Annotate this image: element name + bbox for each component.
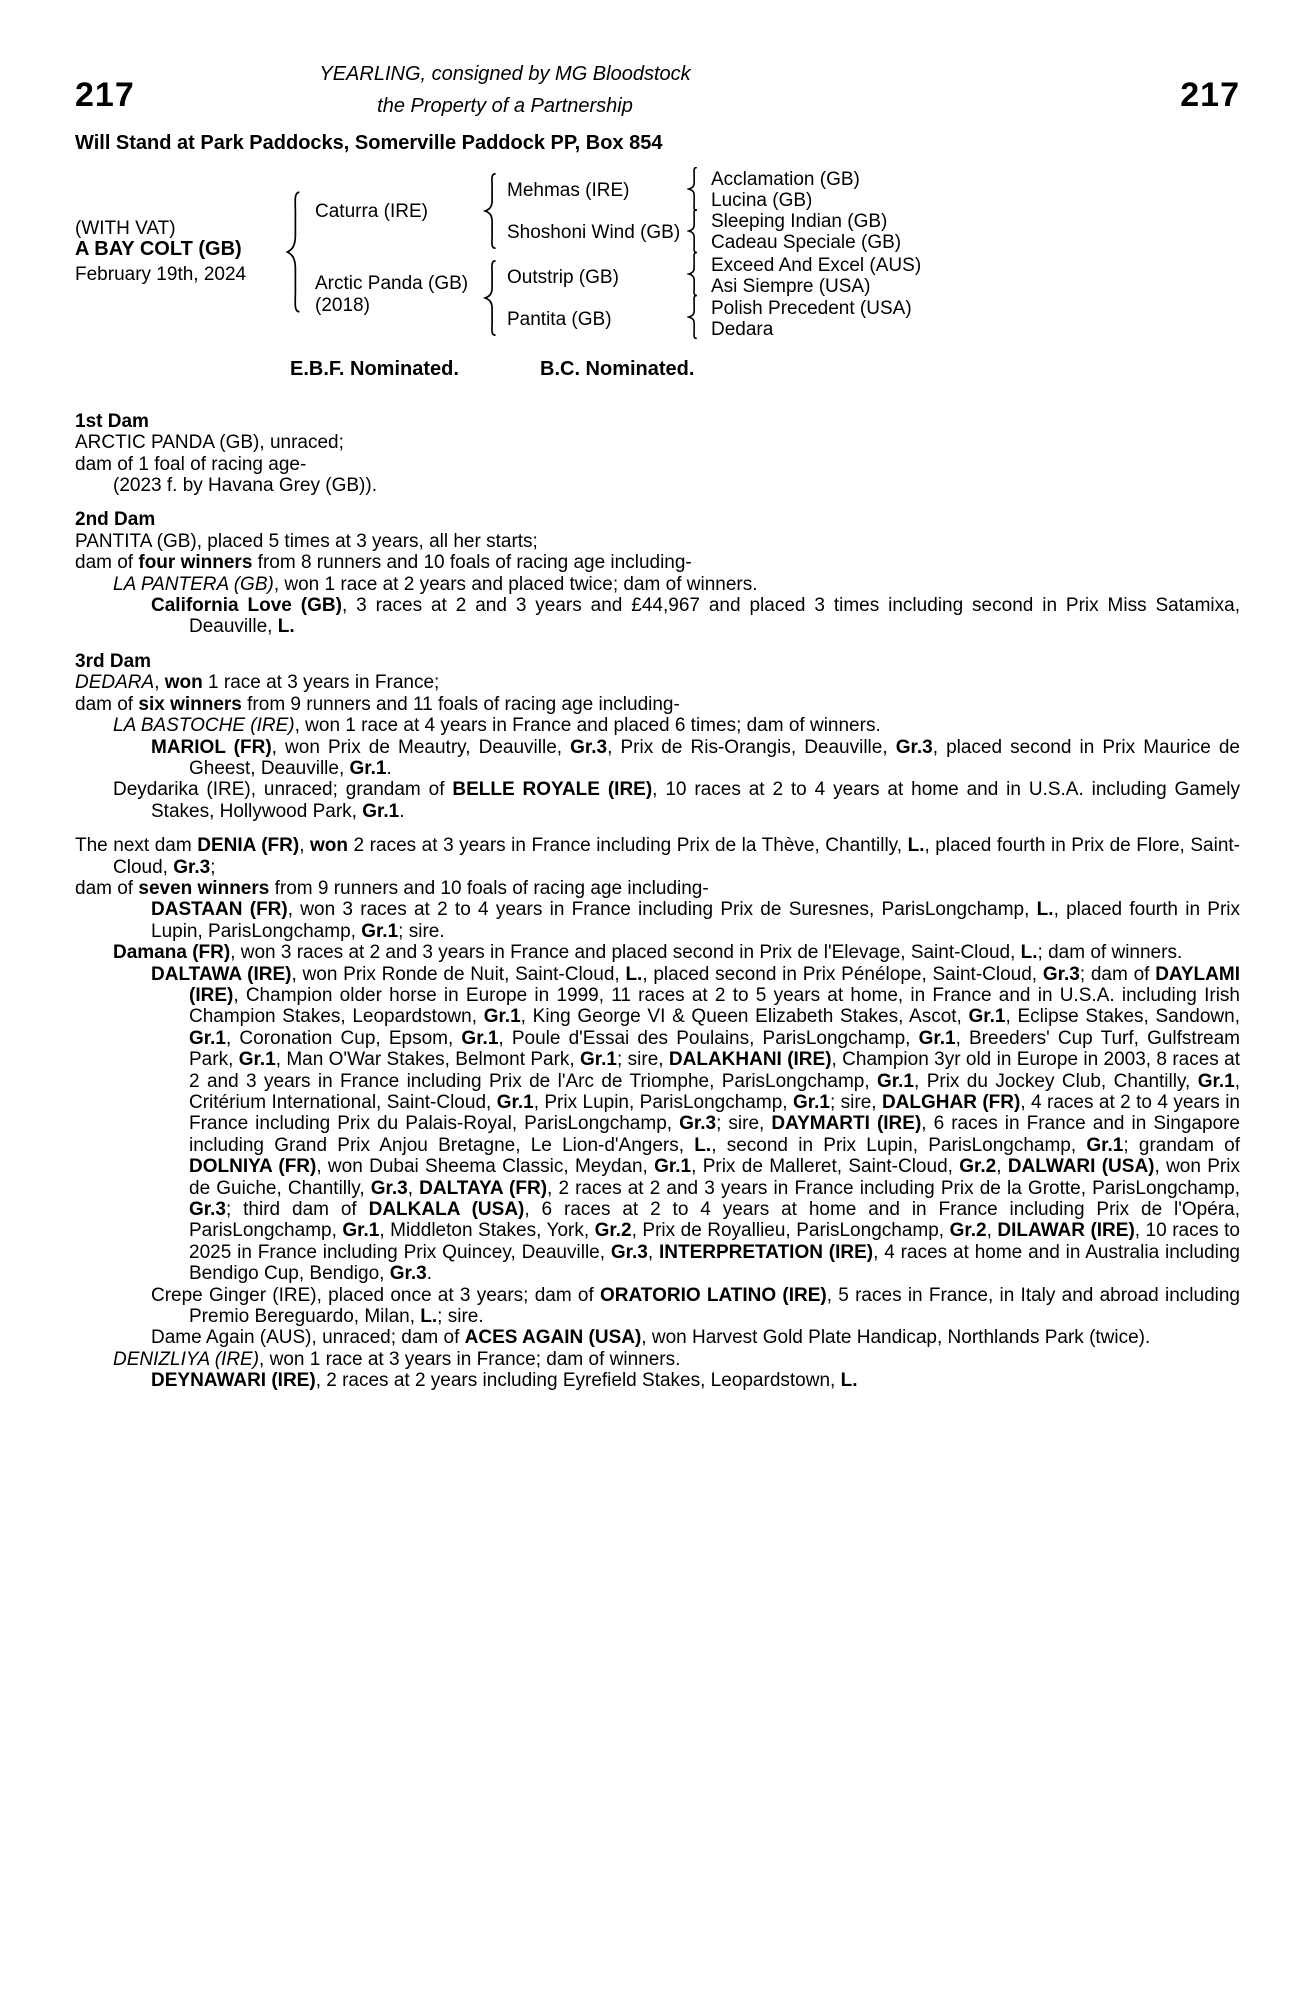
pedigree-paragraph: DEDARA, won 1 race at 3 years in France; — [75, 672, 440, 694]
pedigree-paragraph: PANTITA (GB), placed 5 times at 3 years, all her starts; — [75, 530, 538, 552]
pedigree-paragraph: California Love (GB), 3 races at 2 and 3 years and £44,967 and placed 3 times including second in Prix Miss Satamixa, Deauville, L. — [151, 595, 1240, 638]
pedigree-dam-dam-dam: Dedara — [711, 318, 774, 340]
pedigree-paragraph: dam of four winners from 8 runners and 10 foals of racing age including- — [75, 552, 692, 574]
curly-brace-icon — [285, 191, 301, 313]
ebf-nomination: E.B.F. Nominated. — [290, 357, 459, 380]
property-line: the Property of a Partnership — [377, 95, 633, 118]
pedigree-paragraph: MARIOL (FR), won Prix de Meautry, Deauville, Gr.3, Prix de Ris-Orangis, Deauville, Gr.3, placed second in Prix Maurice de Gheest, Deauville, Gr.1. — [151, 736, 1240, 779]
pedigree-paragraph: dam of seven winners from 9 runners and 10 foals of racing age including- — [75, 877, 709, 899]
pedigree-sire-sire-sire: Acclamation (GB) — [711, 168, 860, 190]
pedigree-paragraph: DALTAWA (IRE), won Prix Ronde de Nuit, Saint-Cloud, L., placed second in Prix Pénélope, Saint-Cloud, Gr.3; dam of DAYLAMI (IRE), Champion older horse in Europe in 1999, 11 races at 2 to 5 years at home, in France and in U.S.A. including Irish Champion Stakes, Leopardstown, Gr.1, King George VI & Queen Elizabeth Stakes, Ascot, Gr.1, Eclipse Stakes, Sandown, Gr.1, Coronation Cup, Epsom, Gr.1, Poule d'Essai des Poulains, ParisLongchamp, Gr.1, Breeders' Cup Turf, Gulfstream Park, Gr.1, Man O'War Stakes, Belmont Park, Gr.1; sire, DALAKHANI (IRE), Champion 3yr old in Europe in 2003, 8 races at 2 and 3 years in France including Prix de l'Arc de Triomphe, ParisLongchamp, Gr.1, Prix du Jockey Club, Chantilly, Gr.1, Critérium International, Saint-Cloud, Gr.1, Prix Lupin, ParisLongchamp, Gr.1; sire, DALGHAR (FR), 4 races at 2 to 4 years in France including Prix du Palais-Royal, ParisLongchamp, Gr.3; sire, DAYMARTI (IRE), 6 races in France and in Singapore including Grand Prix Anjou Bretagne, Le Lion-d'Angers, L., second in Prix Lupin, ParisLongchamp, Gr.1; grandam of DOLNIYA (FR), won Dubai Sheema Classic, Meydan, Gr.1, Prix de Malleret, Saint-Cloud, Gr.2, DALWARI (USA), won Prix de Guiche, Chantilly, Gr.3, DALTAYA (FR), 2 races at 2 and 3 years in France including Prix de la Grotte, ParisLongchamp, Gr.3; third dam of DALKALA (USA), 6 races at 2 to 4 years at home and in France including Prix de l'Opéra, ParisLongchamp, Gr.1, Middleton Stakes, York, Gr.2, Prix de Royallieu, ParisLongchamp, Gr.2, DILAWAR (IRE), 10 races to 2025 in France including Prix Quincey, Deauville, Gr.3, INTERPRETATION (IRE), 4 races at home and in Australia including Bendigo Cup, Bendigo, Gr.3. — [151, 963, 1241, 1285]
pedigree-paragraph: Deydarika (IRE), unraced; grandam of BELLE ROYALE (IRE), 10 races at 2 to 4 years at home and in U.S.A. including Gamely Stakes, Hollywood Park, Gr.1. — [113, 779, 1240, 822]
page-header — [75, 64, 1240, 155]
nominations-line — [75, 359, 1240, 389]
pedigree-dam-year: (2018) — [315, 294, 370, 316]
pedigree-paragraph: DASTAAN (FR), won 3 races at 2 to 4 years in France including Prix de Suresnes, ParisLongchamp, L., placed fourth in Prix Lupin, ParisLongchamp, Gr.1; sire. — [151, 899, 1240, 942]
pedigree-paragraph: Damana (FR), won 3 races at 2 and 3 years in France and placed second in Prix de l'Elevage, Saint-Cloud, L.; dam of winners. — [113, 942, 1183, 964]
pedigree-sire-dam: Shoshoni Wind (GB) — [507, 221, 681, 243]
bc-nomination: B.C. Nominated. — [540, 357, 695, 380]
consignment-line: YEARLING, consigned by MG Bloodstock — [319, 63, 691, 85]
pedigree-paragraph: Crepe Ginger (IRE), placed once at 3 years; dam of ORATORIO LATINO (IRE), 5 races in France, in Italy and abroad including Premio Bereguardo, Milan, L.; sire. — [151, 1284, 1240, 1328]
section-1st-dam — [75, 411, 1240, 497]
section-2nd-dam — [75, 509, 1240, 637]
curly-brace-icon — [687, 167, 698, 211]
vat-note: (WITH VAT) — [75, 217, 176, 239]
pedigree-paragraph: LA PANTERA (GB), won 1 race at 2 years and placed twice; dam of winners. — [113, 573, 758, 595]
pedigree-sire-dam-sire: Sleeping Indian (GB) — [711, 210, 888, 232]
section-heading: 3rd Dam — [75, 650, 152, 672]
lot-row — [75, 76, 1240, 129]
curly-brace-icon — [687, 209, 698, 253]
produce-record — [75, 411, 1240, 1392]
pedigree-paragraph: The next dam DENIA (FR), won 2 races at 3 years in France including Prix de la Thève, Chantilly, L., placed fourth in Prix de Flore, Saint-Cloud, Gr.3; — [75, 835, 1240, 878]
lot-number-left: 217 — [75, 76, 135, 115]
section-next-dam — [75, 835, 1240, 1392]
pedigree-dam-sire-dam: Asi Siempre (USA) — [711, 275, 871, 297]
pedigree-paragraph: DENIZLIYA (IRE), won 1 race at 3 years in France; dam of winners. — [113, 1348, 681, 1370]
section-heading: 1st Dam — [75, 410, 149, 432]
stand-line: Will Stand at Park Paddocks, Somerville Paddock PP, Box 854 — [75, 132, 663, 155]
curly-brace-icon — [483, 260, 497, 336]
pedigree-paragraph: Dame Again (AUS), unraced; dam of ACES AGAIN (USA), won Harvest Gold Plate Handicap, Northlands Park (twice). — [151, 1327, 1151, 1349]
section-3rd-dam — [75, 651, 1240, 822]
horse-description: A BAY COLT (GB) — [75, 237, 242, 260]
pedigree-paragraph: ARCTIC PANDA (GB), unraced; — [75, 432, 344, 454]
pedigree-dam-sire: Outstrip (GB) — [507, 266, 619, 288]
pedigree-sire: Caturra (IRE) — [315, 200, 428, 222]
foaling-date: February 19th, 2024 — [75, 263, 247, 285]
section-heading: 2nd Dam — [75, 509, 156, 531]
pedigree-paragraph: DEYNAWARI (IRE), 2 races at 2 years including Eyrefield Stakes, Leopardstown, L. — [151, 1370, 858, 1392]
curly-brace-icon — [687, 295, 698, 339]
pedigree-tree — [75, 161, 1240, 351]
pedigree-paragraph: dam of 1 foal of racing age- — [75, 453, 307, 475]
pedigree-dam: Arctic Panda (GB) — [315, 272, 469, 294]
pedigree-paragraph: (2023 f. by Havana Grey (GB)). — [113, 475, 377, 497]
pedigree-sire-dam-dam: Cadeau Speciale (GB) — [711, 231, 902, 253]
pedigree-paragraph: LA BASTOCHE (IRE), won 1 race at 4 years in France and placed 6 times; dam of winners. — [113, 715, 881, 737]
pedigree-paragraph: dam of six winners from 9 runners and 11 foals of racing age including- — [75, 693, 680, 715]
curly-brace-icon — [483, 173, 497, 249]
curly-brace-icon — [687, 252, 698, 296]
pedigree-sire-sire: Mehmas (IRE) — [507, 179, 630, 201]
pedigree-dam-sire-sire: Exceed And Excel (AUS) — [711, 254, 922, 276]
lot-number-right: 217 — [1180, 76, 1240, 115]
pedigree-dam-dam: Pantita (GB) — [507, 308, 612, 330]
pedigree-dam-dam-sire: Polish Precedent (USA) — [711, 297, 912, 319]
pedigree-sire-sire-dam: Lucina (GB) — [711, 189, 813, 211]
